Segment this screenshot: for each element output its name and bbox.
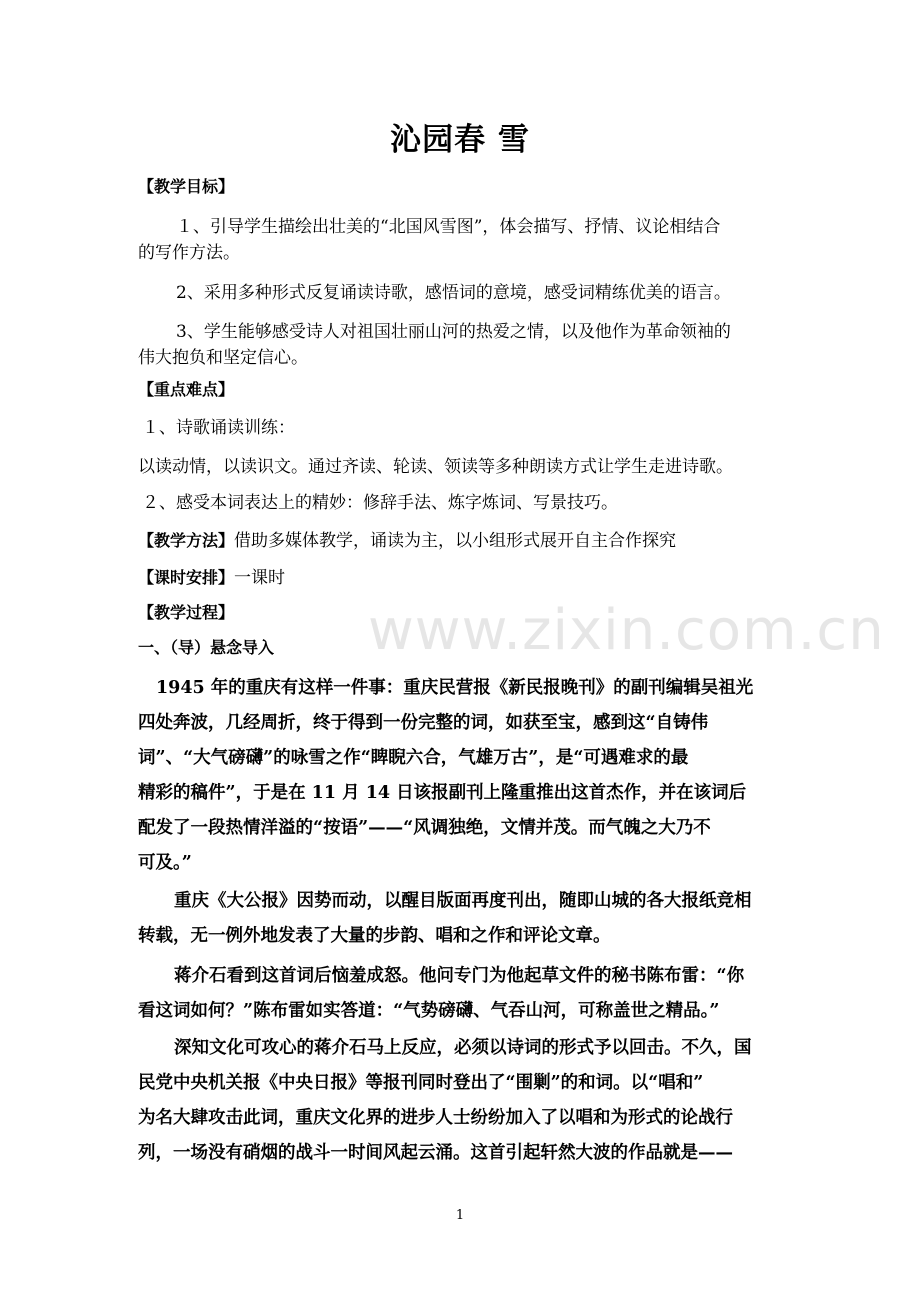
- paragraph-4-line: 深知文化可攻心的蒋介石马上反应，必须以诗词的形式予以回击。不久，国: [174, 1038, 752, 1058]
- paragraph-1-line: 配发了一段热情洋溢的“按语”——“风调独绝，文情并茂。而气魄之大乃不: [138, 818, 711, 838]
- paragraph-2-line: 转载，无一例外地发表了大量的步韵、唱和之作和评论文章。: [138, 926, 611, 946]
- key-point-2: ２、感受本词表达上的精妙：修辞手法、炼字炼词、写景技巧。: [142, 493, 618, 513]
- objective-2: 2、采用多种形式反复诵读诗歌，感悟词的意境，感受词精练优美的语言。: [176, 283, 731, 303]
- paragraph-4-line: 列，一场没有硝烟的战斗一时间风起云涌。这首引起轩然大波的作品就是——: [138, 1143, 733, 1163]
- page-number: 1: [455, 1208, 465, 1223]
- objective-3-line-2: 伟大抱负和坚定信心。: [138, 348, 308, 368]
- paragraph-1-line: 精彩的稿件”，于是在 11 月 14 日该报副刊上隆重推出这首杰作，并在该词后: [138, 783, 747, 803]
- paragraph-4-line: 为名大肆攻击此词，重庆文化界的进步人士纷纷加入了以唱和为形式的论战行: [138, 1108, 733, 1128]
- objectives-heading: 【教学目标】: [138, 177, 235, 196]
- paragraph-1-line: 1945 年的重庆有这样一件事：重庆民营报《新民报晚刊》的副刊编辑吴祖光: [156, 678, 754, 698]
- key-points-heading: 【重点难点】: [138, 380, 235, 399]
- paragraph-2-line: 重庆《大公报》因势而动，以醒目版面再度刊出，随即山城的各大报纸竞相: [174, 891, 752, 911]
- schedule-text: 一课时: [234, 568, 286, 588]
- schedule-heading: 【课时安排】: [138, 568, 235, 587]
- process-heading: 【教学过程】: [138, 603, 235, 622]
- paragraph-1-line: 词”、“大气磅礴”的咏雪之作“睥睨六合，气雄万古”，是“可遇难求的最: [138, 748, 689, 768]
- watermark: www.zixin.com.cn: [368, 598, 885, 663]
- paragraph-1-line: 可及。”: [138, 853, 192, 873]
- objective-1-line-2: 的写作方法。: [138, 243, 240, 263]
- objective-3-line-1: 3、学生能够感受诗人对祖国壮丽山河的热爱之情，以及他作为革命领袖的: [176, 322, 731, 342]
- paragraph-4-line: 民党中央机关报《中央日报》等报刊同时登出了“围剿”的和词。以“唱和”: [138, 1073, 704, 1093]
- method-heading: 【教学方法】: [138, 531, 235, 550]
- method-text: 借助多媒体教学，诵读为主，以小组形式展开自主合作探究: [234, 531, 677, 551]
- key-point-1-detail: 以读动情，以读识文。通过齐读、轮读、领读等多种朗读方式让学生走进诗歌。: [138, 457, 733, 477]
- paragraph-1-line: 四处奔波，几经周折，终于得到一份完整的词，如获至宝，感到这“自铸伟: [138, 713, 709, 733]
- paragraph-3-line: 看这词如何？”陈布雷如实答道：“气势磅礴、气吞山河，可称盖世之精品。”: [138, 1001, 720, 1021]
- key-point-1: １、诗歌诵读训练：: [142, 418, 295, 438]
- paragraph-3-line: 蒋介石看到这首词后恼羞成怒。他问专门为他起草文件的秘书陈布雷：“你: [174, 966, 745, 986]
- schedule-line: [138, 566, 788, 590]
- objective-1-line-1: １、引导学生描绘出壮美的“北国风雪图”，体会描写、抒情、议论相结合: [176, 217, 721, 237]
- document-title: 沁园春 雪: [390, 122, 530, 158]
- section-1-title: 一、（导）悬念导入: [138, 638, 275, 657]
- method-line: [138, 529, 788, 553]
